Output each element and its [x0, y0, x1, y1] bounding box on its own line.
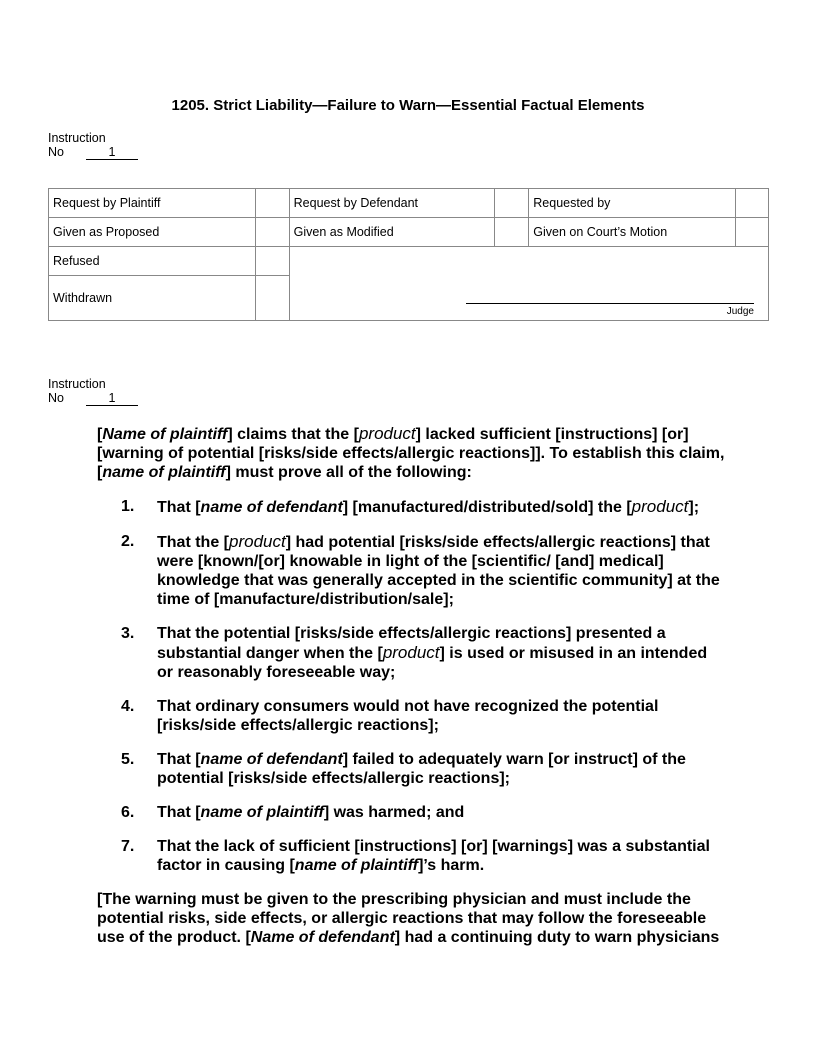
text-segment: [ [97, 426, 103, 443]
item-number: 1. [121, 498, 135, 515]
instruction-number[interactable]: 1 [86, 392, 138, 406]
instruction-label: Instruction [48, 131, 106, 145]
given-on-courts-motion-label: Given on Court’s Motion [529, 218, 736, 247]
requested-by-label: Requested by [529, 189, 736, 218]
given-on-courts-motion-checkbox[interactable] [736, 218, 769, 247]
withdrawn-label: Withdrawn [49, 276, 256, 321]
judge-label: Judge [726, 306, 754, 317]
text-segment: That [ [157, 499, 201, 516]
placeholder-text: name of plaintiff [200, 804, 324, 821]
item-number: 2. [121, 533, 135, 550]
judge-signature-line[interactable] [466, 303, 754, 304]
item-number: 7. [121, 838, 135, 855]
given-as-modified-checkbox[interactable] [495, 218, 529, 247]
no-label: No [48, 145, 64, 159]
instruction-number-bottom [48, 377, 138, 406]
text-segment: That [ [157, 804, 201, 821]
closing-paragraph [97, 890, 727, 947]
instruction-number[interactable]: 1 [86, 146, 138, 160]
placeholder-text: Name of plaintiff [102, 426, 228, 443]
text-segment: ] is used or misused in an intended or reasonably foreseeable way; [157, 645, 708, 681]
placeholder-text: product [631, 497, 689, 516]
withdrawn-checkbox[interactable] [255, 276, 289, 321]
item-number: 6. [121, 804, 135, 821]
list-item [97, 697, 727, 735]
request-by-plaintiff-checkbox[interactable] [255, 189, 289, 218]
text-segment: That the potential [risks/side effects/allergic reactions] presented a substantial danger when the [ [157, 625, 666, 662]
instruction-status-table [48, 188, 769, 321]
list-item [97, 750, 727, 788]
list-item [97, 837, 727, 875]
placeholder-text: name of plaintiff [294, 857, 419, 874]
list-item [97, 624, 727, 682]
item-number: 4. [121, 698, 135, 715]
text-segment: ] had a continuing duty to warn physicians [394, 929, 720, 946]
text-segment: ] must prove all of the following: [225, 464, 472, 481]
refused-label: Refused [49, 247, 256, 276]
placeholder-text: name of plaintiff [102, 464, 226, 481]
instruction-number-top [48, 131, 138, 160]
text-segment: ] lacked sufficient [instructions] [or] [warning of potential [risks/side effects/allergic reactions]]. To establish this claim, [ [97, 426, 725, 481]
intro-paragraph [97, 424, 727, 482]
placeholder-text: product [229, 532, 286, 551]
text-segment: ] [manufactured/distributed/sold] the [ [342, 499, 632, 516]
list-item [97, 497, 727, 517]
elements-list [97, 497, 727, 875]
given-as-proposed-label: Given as Proposed [49, 218, 256, 247]
instruction-body [97, 424, 727, 947]
placeholder-text: product [358, 424, 416, 443]
text-segment: That [ [157, 751, 201, 768]
item-number: 3. [121, 625, 135, 642]
text-segment: ]; [688, 499, 700, 516]
placeholder-text: product [382, 643, 440, 662]
item-number: 5. [121, 751, 135, 768]
list-item [97, 532, 727, 609]
placeholder-text: Name of defendant [250, 929, 395, 946]
placeholder-text: name of defendant [200, 499, 343, 516]
requested-by-checkbox[interactable] [736, 189, 769, 218]
judge-signature-cell [289, 247, 768, 321]
text-segment: That the [ [157, 534, 229, 551]
text-segment: ] had potential [risks/side effects/allergic reactions] that were [known/[or] knowable in light of the [scientific/ [and] medical] knowledge that was generally accepted in the scientific community] at the time of [manufacture/distribution/sale]; [157, 534, 720, 608]
list-item [97, 803, 727, 822]
instruction-label: Instruction [48, 377, 106, 391]
request-by-defendant-checkbox[interactable] [495, 189, 529, 218]
given-as-proposed-checkbox[interactable] [255, 218, 289, 247]
text-segment: ] was harmed; and [323, 804, 465, 821]
given-as-modified-label: Given as Modified [289, 218, 495, 247]
text-segment: ]’s harm. [418, 857, 485, 874]
text-segment: That ordinary consumers would not have recognized the potential [risks/side effects/allergic reactions]; [157, 698, 659, 734]
text-segment: ] claims that the [ [227, 426, 359, 443]
text-segment: [The warning must be given to the prescribing physician and must include the potential risks, side effects, or allergic reactions that may follow the foreseeable use of the product. [ [97, 891, 707, 946]
placeholder-text: name of defendant [200, 751, 343, 768]
request-by-defendant-label: Request by Defendant [289, 189, 495, 218]
request-by-plaintiff-label: Request by Plaintiff [49, 189, 256, 218]
no-label: No [48, 391, 64, 405]
refused-checkbox[interactable] [255, 247, 289, 276]
page-title: 1205. Strict Liability—Failure to Warn—Essential Factual Elements [171, 97, 645, 114]
text-segment: ] failed to adequately warn [or instruct] of the potential [risks/side effects/allergic reactions]; [157, 751, 686, 787]
text-segment: That the lack of sufficient [instructions] [or] [warnings] was a substantial factor in causing [ [157, 838, 710, 874]
